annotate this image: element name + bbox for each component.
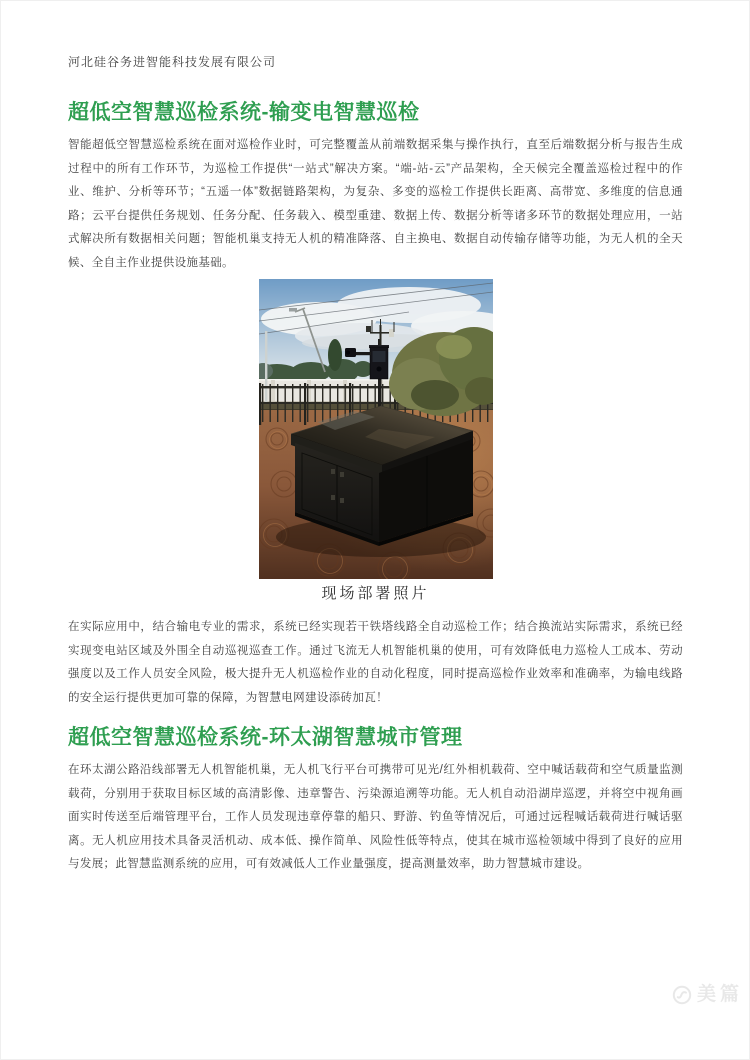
watermark-brand-text: 美篇 [696,984,743,1005]
article-content [1,1,749,877]
deployment-photo[interactable] [259,279,493,579]
meipian-logo-icon [672,985,692,1005]
section-title-power-inspection: 超低空智慧巡检系统-输变电智慧巡检 [68,101,420,124]
paragraph-city-body: 在环太湖公路沿线部署无人机智能机巢，无人机飞行平台可携带可见光/红外相机载荷、空中喊话载荷和空气质量监测载荷，分别用于获取目标区域的高清影像、违章警告、污染源追溯等功能。无人机自动沿湖岸巡逻，并将空中视角画面实时传送至后端管理平台，工作人员发现违章停靠的船只、野游、钓鱼等情况后，可通过远程喊话载荷进行喊话驱离。无人机应用技术具备灵活机动、成本低、操作简单、风险性低等特点，使其在城市巡检领域中得到了良好的应用与发展；此智慧监测系统的应用，可有效减低人工作业量强度，提高测量效率，助力智慧城市建设。 [68,764,683,870]
paragraph-power-application: 在实际应用中，结合输电专业的需求，系统已经实现若干铁塔线路全自动巡检工作；结合换流站实际需求，系统已经实现变电站区域及外围全自动巡视巡查工作。通过飞流无人机智能机巢的使用，可有效降低电力巡检人工成本、劳动强度以及工作人员安全风险，极大提升无人机巡检作业的自动化程度，同时提高巡检作业效率和准确率，为输电线路的安全运行提供更加可靠的保障，为智慧电网建设添砖加瓦！ [68,621,683,704]
meipian-watermark [672,985,743,1005]
company-name: 河北硅谷务进智能科技发展有限公司 [68,55,277,69]
deployment-figure [68,279,683,604]
section-title-city-management: 超低空智慧巡检系统-环太湖智慧城市管理 [68,726,463,749]
paragraph-power-intro: 智能超低空智慧巡检系统在面对巡检作业时，可完整覆盖从前端数据采集与操作执行，直至后端数据分析与报告生成过程中的所有工作环节，为巡检工作提供“一站式”解决方案。“端-站-云”产品架构，全天候完全覆盖巡检过程中的作业、维护、分析等环节；“五遥一体”数据链路架构，为复杂、多变的巡检工作提供长距离、高带宽、多维度的信息通路；云平台提供任务规划、任务分配、任务载入、模型重建、数据上传、数据分析等诸多环节的数据处理应用，一站式解决所有数据相关问题；智能机巢支持无人机的精准降落、自主换电、数据自动传输存储等功能，为无人机的全天候、全自主作业提供设施基础。 [68,139,683,269]
photo-caption: 现场部署照片 [321,586,430,602]
